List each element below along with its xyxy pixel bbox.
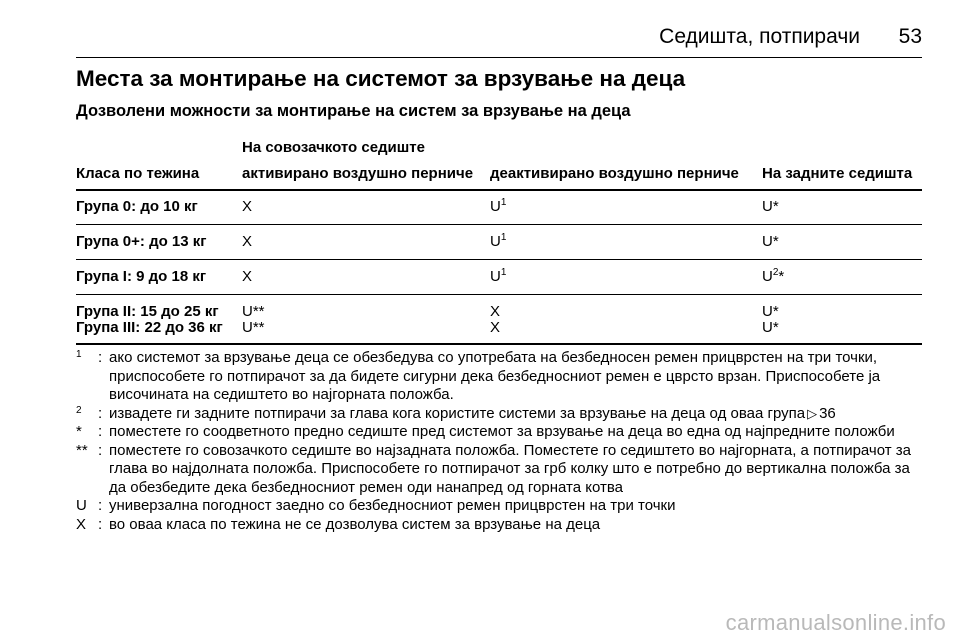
footnote-marker: U [76, 497, 87, 514]
column-header-rear-seats: На задните седишта [762, 165, 913, 182]
weight-class-cell: Група III: 22 до 36 кг [76, 319, 223, 336]
column-header-airbag-active: активирано воздушно перниче [242, 165, 474, 182]
rear-seat-cell: U* [762, 303, 779, 320]
footnote: U : универзална погодност заедно со безбедносниот ремен прицврстен на три точки [76, 497, 926, 516]
airbag-active-cell: X [242, 268, 253, 285]
footnote-text: ако системот за врзување деца се обезбедува со употребата на безбедносен ремен прицврстен на три точки, приспособете го потпирачот за да бидете сигурни дека безбедносниот ремен е цврсто врзан. Приспособете ја височината на седиштето во најгорната положба. [109, 349, 881, 403]
section-title: Места за монтирање на системот за врзување на деца [76, 66, 686, 91]
airbag-inactive-cell: $U^1$ [490, 267, 507, 285]
footnote-marker: X [76, 515, 87, 533]
airbag-active-cell: U** [242, 319, 265, 336]
footnote-text: поместете го совозачкото седиште во најзадната положба. Поместете го седиштето во најгорната, а потпирачот за глава во најдолната положба. Приспособете го потпирачот за грб колку што е потребно до вертикална положба за да обезбедите дека безбедносниот ремен оди нанапред од горната котва [109, 441, 912, 496]
page-reference-link[interactable]: 36 [819, 404, 836, 422]
watermark: carmanualsonline.info [725, 610, 946, 635]
running-title: Седишта, потпирачи [659, 25, 860, 48]
airbag-inactive-cell: $U^1$ [490, 197, 507, 215]
rear-seat-cell: $U^2*$ [762, 267, 785, 285]
airbag-inactive-cell: X [490, 319, 501, 336]
header-divider [76, 57, 922, 58]
airbag-active-cell: U** [242, 303, 265, 320]
airbag-active-cell: X [242, 198, 253, 215]
footnote-text: извадете ги задните потпирачи за глава кога користите системи за врзување на деца од оваа група [109, 404, 806, 422]
weight-class-cell: Група II: 15 до 25 кг [76, 303, 219, 320]
footnote: 1 : ако системот за врзување деца се обезбедува со употребата на безбедносен ремен прицврстен на три точки, приспособете го потпирачот за да бидете сигурни дека безбедносниот ремен е цврсто врзан. Приспособете ја височината на седиштето во најгорната положба. [76, 349, 926, 405]
footnote-text: во оваа класа по тежина не се дозволува систем за врзување на деца [109, 515, 601, 533]
page-header [0, 20, 922, 60]
column-header-airbag-inactive: деактивирано воздушно перниче [490, 165, 739, 182]
footnotes [76, 349, 926, 534]
footnote: ** : поместете го совозачкото седиште во најзадната положба. Поместете го седиштето во најгорната, а потпирачот за глава во најдолната положба. Приспособете го потпирачот за грб колку што е потребно до вертикална положба за да обезбедите дека безбедносниот ремен оди нанапред од горната котва [76, 442, 926, 498]
footnote-marker: * [76, 423, 82, 440]
table-row [76, 225, 922, 259]
table-row [76, 311, 922, 345]
subsection-title: Дозволени можности за монтирање на систем за врзување на деца [76, 102, 631, 120]
rear-seat-cell: U* [762, 233, 779, 250]
page-number: 53 [898, 25, 922, 48]
rear-seat-cell: U* [762, 319, 779, 336]
footnote-text: универзална погодност заедно со безбедносниот ремен прицврстен на три точки [109, 497, 676, 514]
table-row [76, 190, 922, 224]
footnote: * : поместете го соодветното предно седиште пред системот за врзување на деца во една од најпредните положби [76, 423, 926, 442]
footnote-text: поместете го соодветното предно седиште пред системот за врзување на деца во една од најпредните положби [109, 423, 895, 440]
footnote-marker: 2 [76, 404, 82, 416]
airbag-inactive-cell: X [490, 303, 501, 320]
column-header-weight-class: Класа по тежина [76, 165, 200, 182]
airbag-inactive-cell: $U^1$ [490, 232, 507, 250]
footnote-marker: 1 [76, 349, 82, 360]
arrow-right-icon: ▷ [807, 405, 818, 421]
footnote: 2 : извадете ги задните потпирачи за глава кога користите системи за врзување на деца од оваа група ▷ 36 [76, 405, 926, 424]
footnote-marker: ** [76, 441, 88, 459]
footnote: X : во оваа класа по тежина не се дозволува систем за врзување на деца [76, 516, 926, 535]
weight-class-cell: Група 0+: до 13 кг [76, 233, 207, 250]
table-bottom-rule [76, 343, 922, 345]
airbag-active-cell: X [242, 233, 253, 250]
table-row [76, 260, 922, 294]
table-group-header: На совозачкото седиште [242, 139, 425, 156]
weight-class-cell: Група I: 9 до 18 кг [76, 268, 207, 285]
rear-seat-cell: U* [762, 198, 779, 215]
weight-class-cell: Група 0: до 10 кг [76, 198, 198, 215]
